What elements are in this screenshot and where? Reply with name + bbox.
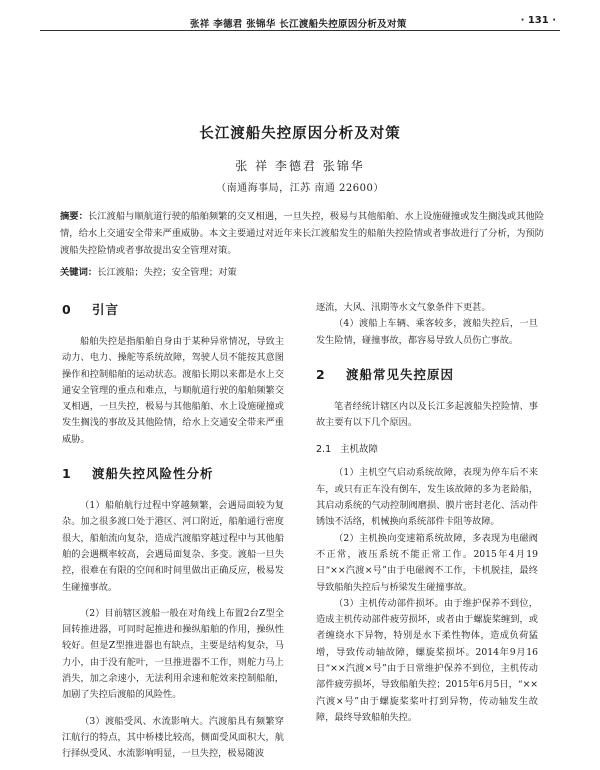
section-title: 渡船常见失控原因 (346, 366, 455, 382)
keywords (60, 264, 544, 281)
section-number: 0 (62, 302, 72, 317)
abstract-text: 长江渡船与顺航道行驶的船舶频繁的交叉相遇，一旦失控，极易与其他船舶、水上设施碰撞或发生搁浅或其他险情，给水上交通安全带来严重威胁。本文主要通过对近年来长江渡船发生的船舶失控险情或者事故进行了分析，为预防渡船失控险情或者事故提出安全管理对策。 (60, 211, 544, 256)
section-heading-1 (62, 464, 284, 482)
affiliation: （南通海事局，江苏 南通 22600） (216, 183, 384, 194)
paragraph: 船舶失控是指船舶自身由于某种异常情况，导致主动力、电力、操舵等系统故障，驾驶人员不能按其意图操作和控制船舶的运动状态。渡船长期以来都是水上交通安全管理的重点和难点，与顺航道行驶的船舶频繁交叉相遇，一旦失控，极易与其他船舶、水上设施碰撞或发生搁浅的事故及其他险情，给水上交通安全带来严重威胁。 (62, 336, 284, 445)
keywords-label: 关键词： (60, 267, 98, 278)
page-number: · 131 · (520, 15, 556, 26)
left-column (62, 300, 284, 763)
paragraph: 笔者经统计辖区内以及长江多起渡船失控险情、事故主要有以下几个原因。 (316, 400, 538, 429)
running-header (40, 14, 560, 31)
abstract-label: 摘要： (60, 211, 88, 222)
section-number: 1 (62, 466, 72, 482)
section-title: 引言 (92, 302, 120, 317)
authors: 张 祥 李德君 张锦华 (235, 159, 365, 173)
subsection-heading-2-1 (316, 441, 538, 455)
paragraph: （1）主机空气启动系统故障，表现为停车后不来车，或只有正车没有倒车，发生该故障的多为老龄船，其启动系统的气动控制阀磨损、膜片密封老化、活动件锈蚀不活络，机械换向系统部件卡阻等故障。 (316, 467, 538, 528)
paper-title: 长江渡船失控原因分析及对策 (199, 126, 401, 142)
paragraph: （2）主机换向变速箱系统故障，多表现为电磁阀不正常，液压系统不能正常工作。2015年4月19日“××汽渡×号”由于电磁阀不工作，卡机脱挂，最终导致船舶失控后与桥梁发生碰撞事故。 (316, 532, 538, 593)
paragraph: （3）主机传动部件损坏。由于维护保养不到位，造成主机传动部件疲劳损坏，或者由于螺旋桨缠到，或者缠绕水下异物，特别是水下柔性物体，造成负荷猛增，导致传动轴故障，螺旋桨损坏。2014年9月16日“××汽渡×号”由于日常维护保养不到位，主机传动部件疲劳损坏，导致船舶失控；2015年6月5日，“××汽渡×号”由于螺旋桨桨叶打到异物，传动轴发生故障，最终导致船舶失控。 (316, 597, 538, 723)
running-head: 张祥 李德君 张锦华 长江渡船失控原因分析及对策 (190, 19, 407, 30)
keywords-text: 长江渡船；失控；安全管理；对策 (97, 267, 237, 278)
section-number: 2 (316, 366, 326, 382)
section-title: 渡船失控风险性分析 (92, 466, 214, 482)
section-heading-2 (316, 365, 538, 383)
paragraph: （3）渡船受风、水流影响大。汽渡船具有频繁穿江航行的特点，其中桥楼比较高，侧面受风面积大，航行择纵受风、水流影响明显，一旦失控，极易随波 (62, 715, 284, 760)
abstract (60, 208, 544, 259)
paragraph: （1）船舶航行过程中穿越频繁，会遇局面较为复杂。加之很多渡口处于港区、河口附近，船舶通行密度很大，船舶流向复杂，造成汽渡船穿越过程中与其他船舶的会遇概率较高，会遇局面复杂、多变。渡船一旦失控，很难在有限的空间和时间里做出正确反应，极易发生碰撞事故。 (62, 500, 284, 593)
section-heading-0 (62, 300, 284, 318)
paragraph: 逐流，大风、汛期等水文气象条件下更甚。 (316, 302, 491, 313)
subsection-number: 2.1 (316, 444, 332, 456)
subsection-title: 主机故障 (340, 444, 379, 456)
paragraph: （2）目前辖区渡船一般在对角线上布置2台Z型全回转推进器，可同时起推进和操纵船舶的作用，操纵性较好。但是Z型推进器也有缺点，主要是结构复杂，马力小，由于没有舵叶，一旦推进器不工作，则舵力马上消失，加之余速小，无法利用余速和舵效来控制船舶，加剧了失控后渡船的风险性。 (62, 607, 284, 701)
paragraph: （4）渡船上车辆、乘客较多，渡船失控后，一旦发生险情，碰撞事故，都容易导致人员伤亡事故。 (316, 318, 538, 346)
right-column (316, 300, 538, 726)
